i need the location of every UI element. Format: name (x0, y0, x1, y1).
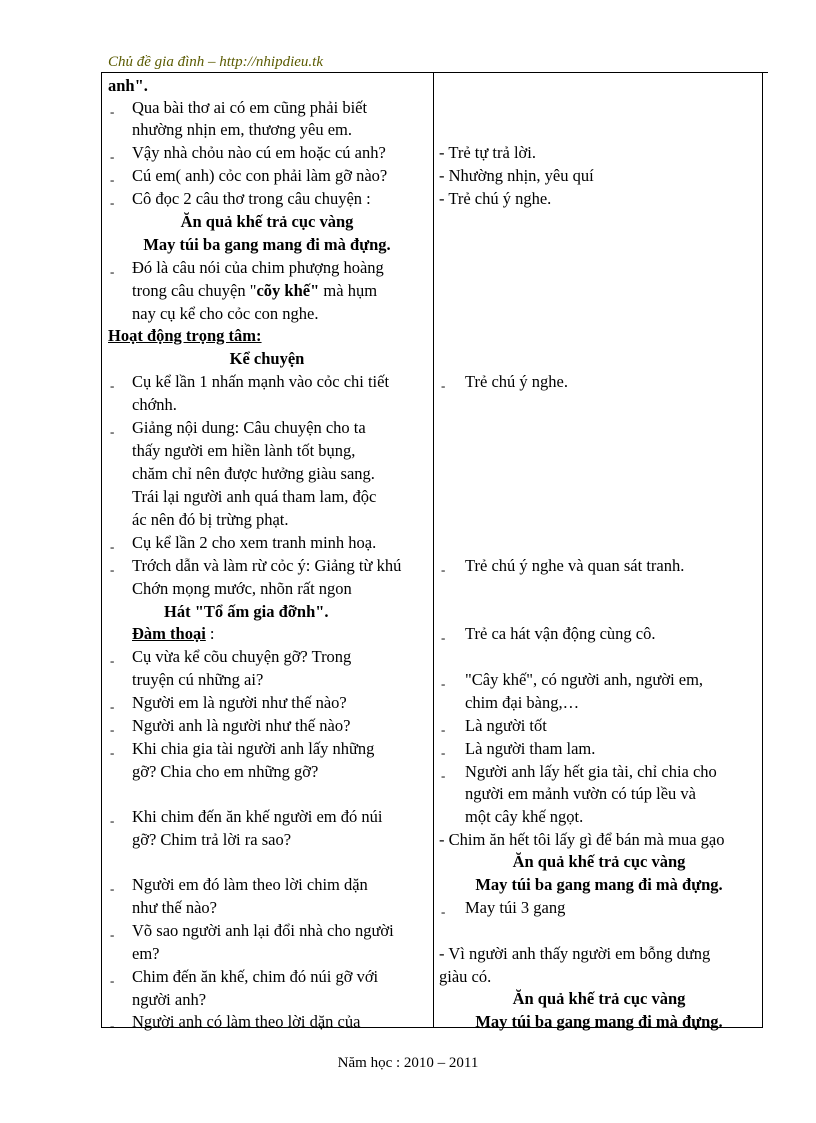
bullet-icon: - (110, 722, 115, 737)
bullet-icon: - (441, 745, 446, 760)
bullet-icon: - (441, 904, 446, 919)
bullet-icon: - (441, 676, 446, 691)
bullet-icon: - (441, 722, 446, 737)
bullet-icon: - (110, 539, 115, 554)
bullet-icon: - (110, 699, 115, 714)
bullet-icon: - (110, 973, 115, 988)
column-divider (433, 73, 434, 1027)
page-header: Chủ đề gia đình – http://nhipdieu.tk (108, 53, 768, 73)
bullet-icon: - (441, 378, 446, 393)
bullet-icon: - (110, 562, 115, 577)
bullet-icon: - (441, 562, 446, 577)
bullet-icon: - (110, 1018, 115, 1033)
lesson-table: anh". - Qua bài thơ ai có em cũng phải biết nhường nhịn em, thương yêu em. - Vậy nhà chỏu nào cú em hoặc cú anh? - Cú em( anh) cỏc con phải làm gỡ nào? - Cô đọc 2 câu thơ trong câu chuyện : Ăn quả khế trả cục vàng May túi ba gang mang đi mà đựng. - Đó là câu nói của chim phượng hoàng trong câu chuyện "cõy khế" mà hụm nay cụ kể cho cỏc con nghe. Hoạt động trọng tâm: Kể chuyện - Cụ kể lần 1 nhấn mạnh vào cỏc chi tiết chớnh. - Giảng nội dung: Câu chuyện cho ta thấy người em hiền lành tốt bụng, chăm chỉ nên được hưởng giàu sang. Trái lại người anh quá tham lam, độc ác nên đó bị trừng phạt. - Cụ kể lần 2 cho xem tranh minh hoạ. - Trớch dẫn và làm rừ cỏc ý: Giảng từ khú Chớn mọng mước, nhõn rất ngon Hát "Tổ ấm gia đỡnh". Đàm thoại : - Cụ vừa kể cõu chuyện gỡ? Trong truyện cú những ai? - Người em là người như thế nào? - Người anh là người như thế nào? - Khi chia gia tài người anh lấy những gỡ? Chia cho em những gỡ? - Khi chim đến ăn khế người em đó núi gỡ? Chim trả lời ra sao? - Người em đó làm theo lời chim dặn như thế nào? - Võ sao người anh lại đổi nhà cho người em? - Chim đến ăn khế, chim đó núi gỡ với người anh? - Người anh có làm theo lời dặn của - Trẻ tự trả lời. - Nhường nhịn, yêu quí - Trẻ chú ý nghe. - Trẻ chú ý nghe. - Trẻ chú ý nghe và quan sát tranh. - Trẻ ca hát vận động cùng cô. - "Cây khế", có người anh, người em, chim đại bàng,… - Là người tốt - Là người tham lam. - Người anh lấy hết gia tài, chỉ chia cho người em mảnh vườn có túp lều và một cây khế ngọt. - Chim ăn hết tôi lấy gì để bán mà mua gạo Ăn quả khế trả cục vàng May túi ba gang mang đi mà đựng. - May túi 3 gang - Vì người anh thấy người em bỗng dưng giàu có. Ăn quả khế trả cục vàng May túi ba gang mang đi mà đựng. (101, 72, 763, 1028)
bullet-icon: - (110, 104, 115, 119)
bullet-icon: - (110, 745, 115, 760)
bullet-icon: - (110, 264, 115, 279)
bullet-icon: - (110, 653, 115, 668)
page-footer: Năm học : 2010 – 2011 (337, 1055, 479, 1071)
bullet-icon: - (441, 630, 446, 645)
bullet-icon: - (110, 149, 115, 164)
bullet-icon: - (110, 195, 115, 210)
bullet-icon: - (110, 424, 115, 439)
bullet-icon: - (110, 927, 115, 942)
bullet-icon: - (441, 768, 446, 783)
bullet-icon: - (110, 172, 115, 187)
bullet-icon: - (110, 813, 115, 828)
bullet-icon: - (110, 881, 115, 896)
bullet-icon: - (110, 378, 115, 393)
